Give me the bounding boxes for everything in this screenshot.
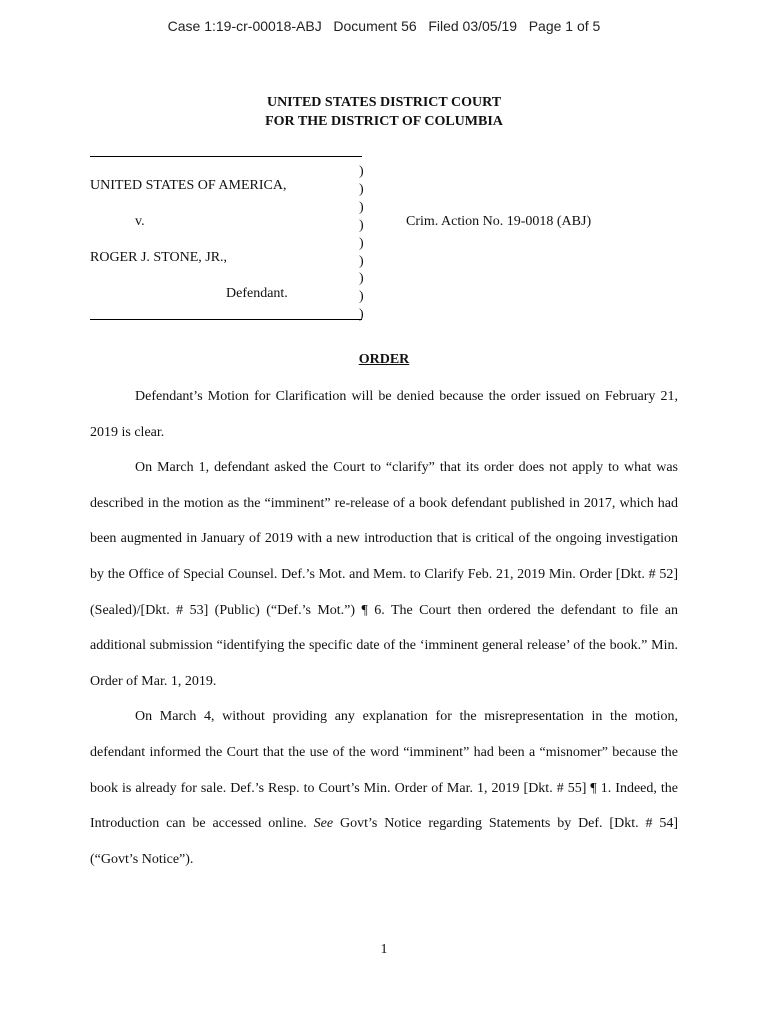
paragraph-3-text: On March 4, without providing any explanation for the misrepresentation in the motion, defendant informed the Court that the use of the word “imminent” had been a “misnomer” because the book is already for sale. Def.’s Resp. to Court’s Min. Order of Mar. 1, 2019 [Dkt. # 55] ¶ 1. Indeed, the Introduction can be accessed online. (90, 709, 678, 832)
paragraph-1: Defendant’s Motion for Clarification will be denied because the order issued on February 21, 2019 is clear. (90, 389, 678, 440)
caption-top-rule (90, 156, 362, 157)
case-header-stamp: Case 1:19-cr-00018-ABJ Document 56 Filed 03/05/19 Page 1 of 5 (167, 18, 601, 34)
court-name-line: UNITED STATES DISTRICT COURT (266, 95, 502, 110)
caption-plaintiff: UNITED STATES OF AMERICA, (90, 178, 287, 193)
caption-defendant-name: ROGER J. STONE, JR., (90, 250, 228, 265)
caption-bottom-rule (90, 319, 362, 320)
caption-versus: v. (135, 214, 145, 229)
court-heading (0, 93, 768, 131)
order-body (90, 379, 678, 877)
paragraph-2: On March 1, defendant asked the Court to “clarify” that its order does not apply to what was described in the motion as the “imminent” re-release of a book defendant published in 2017, which had been augmented in January of 2019 with a new introduction that is critical of the ongoing investigation by the Office of Special Counsel. Def.’s Mot. and Mem. to Clarify Feb. 21, 2019 Min. Order [Dkt. # 52] (Sealed)/[Dkt. # 53] (Public) (“Def.’s Mot.”) ¶ 6. The Court then ordered the defendant to file an additional submission “identifying the specific date of the ‘imminent general release’ of the book.” Min. Order of Mar. 1, 2019. (90, 460, 678, 689)
order-title: ORDER (358, 352, 410, 367)
caption-parentheses: ) ) ) ) ) ) ) ) ) (359, 164, 364, 323)
case-number: Crim. Action No. 19-0018 (ABJ) (406, 214, 592, 229)
paragraph-3-citation: Govt’s Notice regarding Statements by Def. [Dkt. # 54] (“Govt’s Notice”). (90, 816, 678, 867)
citation-signal-see: See (313, 816, 334, 832)
court-district-line: FOR THE DISTRICT OF COLUMBIA (265, 114, 503, 129)
paragraph-3 (90, 699, 678, 877)
page-number: 1 (380, 942, 388, 957)
caption-defendant-role: Defendant. (226, 286, 288, 301)
